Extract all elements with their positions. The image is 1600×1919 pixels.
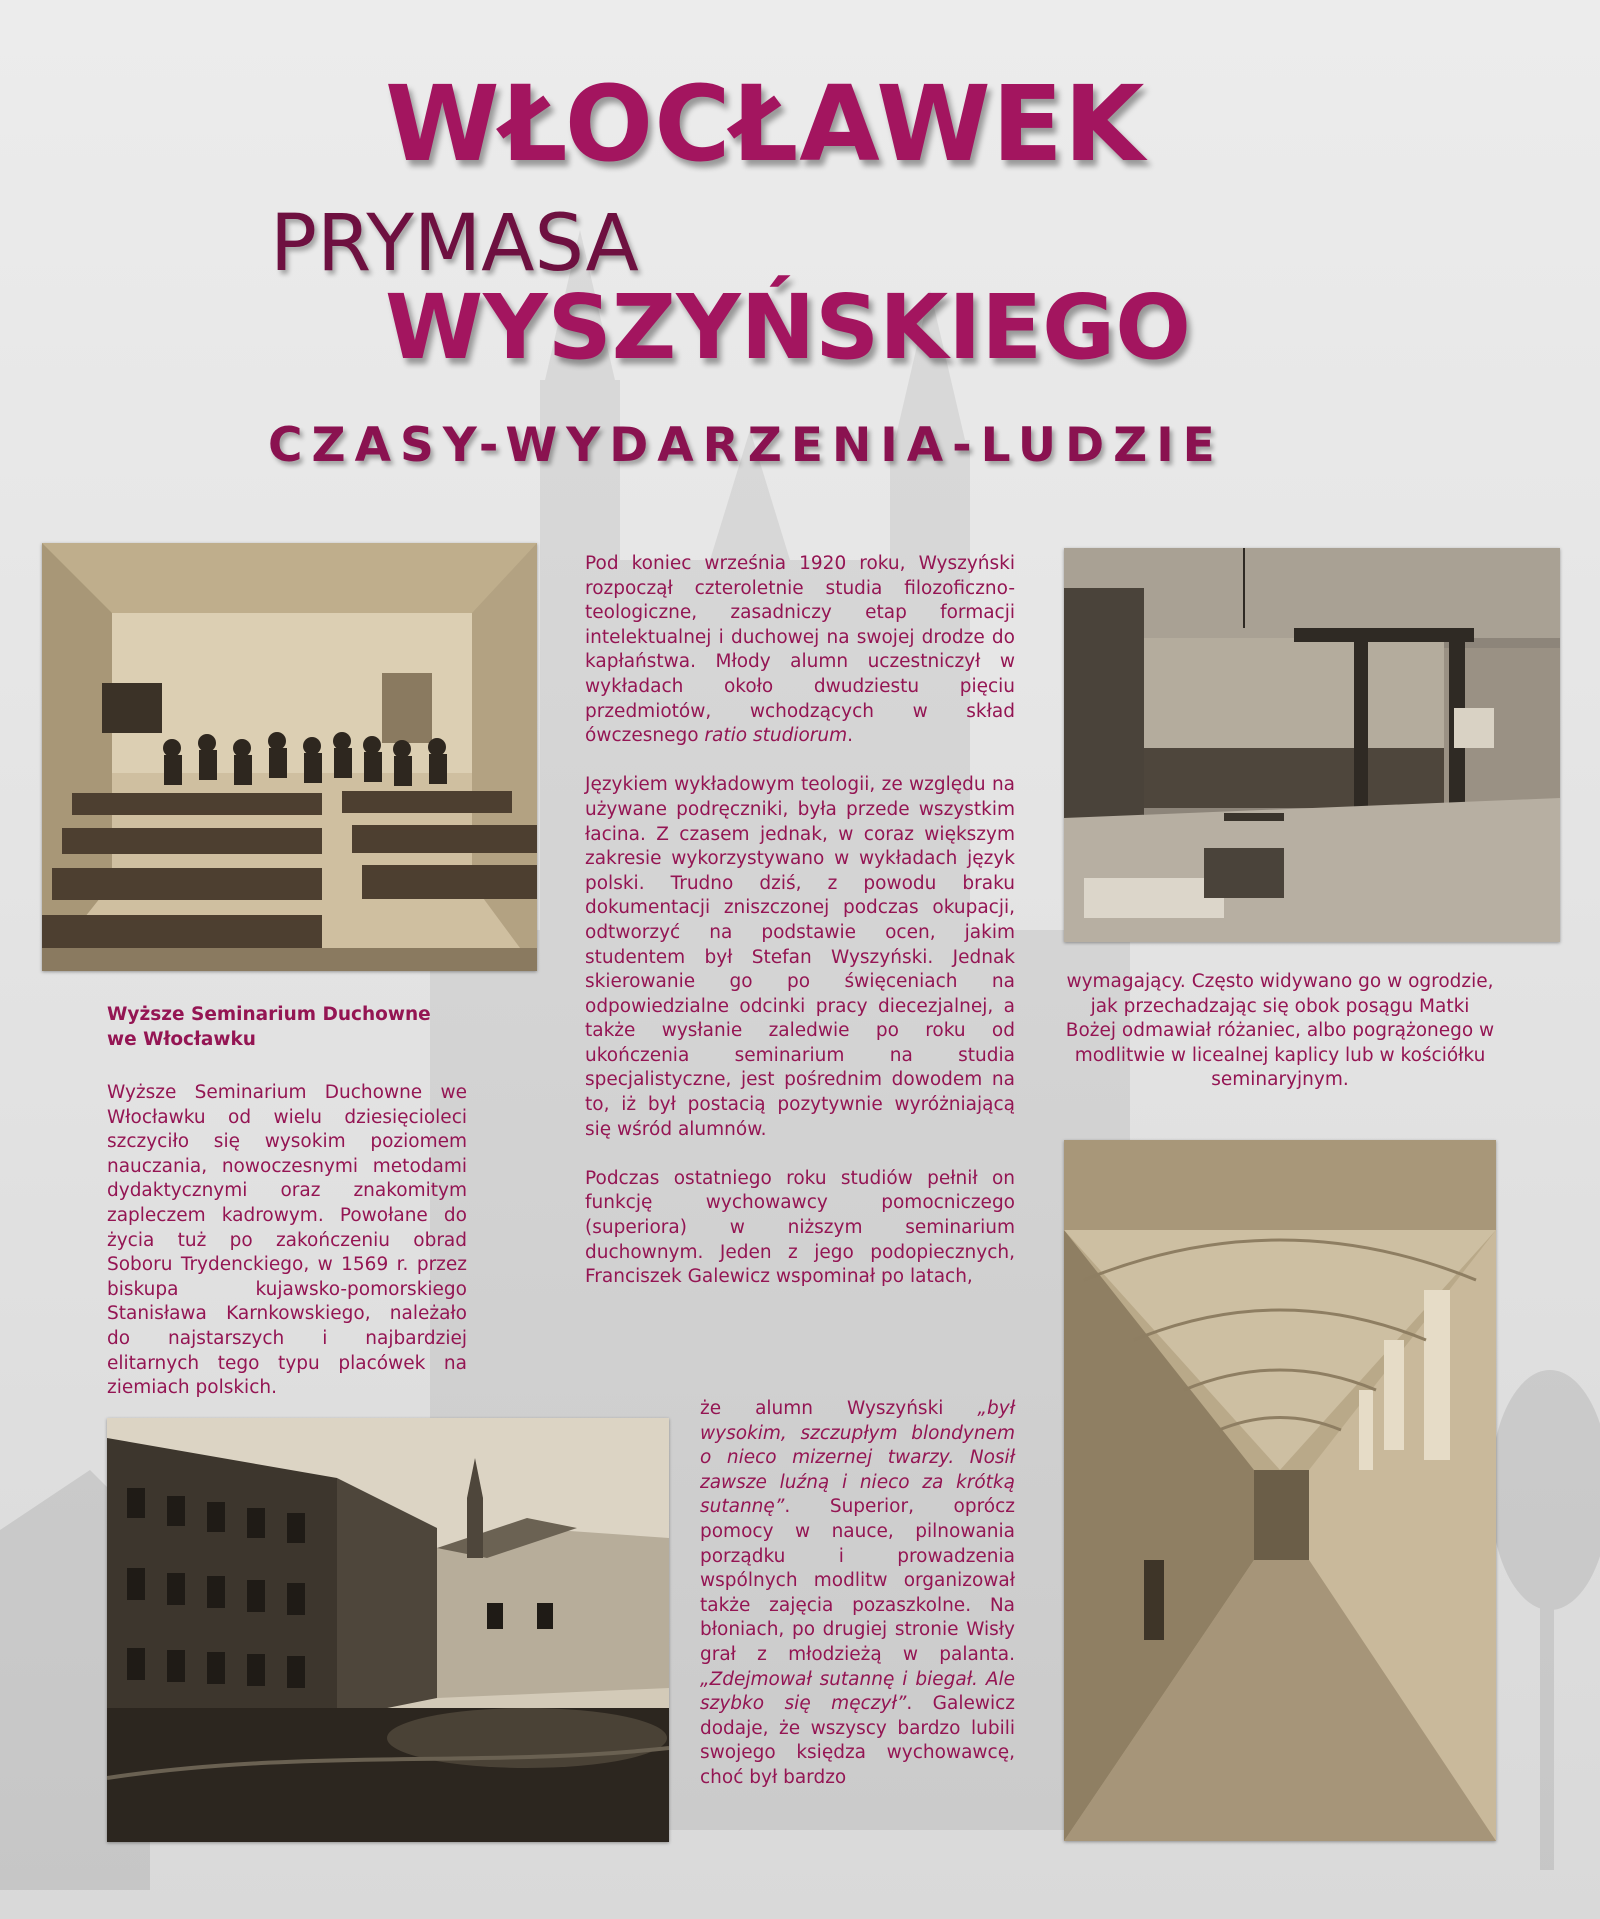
p4c-text: . Galewicz dodaje, że wszyscy bardzo lubili swojego księdza wychowawcę, choć był bardzo [700,1693,1016,1788]
p4a-text: że alumn Wyszyński [700,1398,944,1419]
title-line-prymasa: PRYMASA [270,199,639,289]
photo-seminary-building [107,1418,669,1842]
p4-quote2: „Zdejmował sutannę i biegał. Ale szybko się męczył” [700,1668,1015,1715]
middle-paragraph-1 [585,552,1015,749]
photo-classroom [42,543,537,971]
caption-heading-line2: we Włocławku [107,1028,256,1050]
p4-quote: „był wysokim, szczupłym blondynem o nieco mizernej twarzy. Nosił zawsze luźną i nieco za krótką sutannę” [700,1398,1015,1518]
subtitle: CZASY-WYDARZENIA-LUDZIE [268,418,1224,473]
p3-text: Podczas ostatniego roku studiów pełnił on funkcję wychowawcy pomocniczego (superiora) w niższym seminarium duchownym. Jeden z jego podopiecznych, Franciszek Galewicz wspominał po latach, [585,1167,1015,1288]
caption-heading [107,1003,467,1052]
p1-text: Pod koniec września 1920 roku, Wyszyński rozpoczął czteroletnie studia filozoficzno-teologiczne, zasadniczy etap formacji intelektualnej i duchowej na swojej drodze do kapłaństwa. Młody alumn uczestniczył w wykładach około dwudziestu pięciu przedmiotów, wchodzących w skład ówczesnego [585,553,1015,747]
middle-paragraph-3 [585,1167,1015,1290]
right-paragraph-text: wymagający. Często widywano go w ogrodzie, jak przechadzając się obok posągu Matki Bożej odmawiał różaniec, albo pogrążonego w modlitwie w licealnej kaplicy lub w kościółku seminaryjnym. [1065,971,1495,1091]
background-trees-silhouette [1480,1370,1600,1870]
middle-paragraph-2 [585,773,1015,1142]
title-line-wloclawek: WŁOCŁAWEK [385,63,1146,185]
title-block [0,0,1600,500]
p1-italic-term: ratio studiorum [704,725,848,747]
p2-text: Językiem wykładowym teologii, ze względu na używane podręczniki, była przede wszystkim łacina. Z czasem jednak, w coraz większym zakresie wykorzystywano w wykładach język polski. Trudno dziś, z powodu braku dokumentacji zniszczonej podczas okupacji, odtworzyć na podstawie ocen, jakim studentem był Stefan Wyszyński. Jednak skierowanie go po święceniach na odpowiedzialne odcinki pracy diecezjalnej, a także wysłanie zaledwie po roku od ukończenia seminarium na studia specjalistyczne, jest pośrednim dowodem na to, iż był postacią pozytywnie wyróżniającą się wśród alumnów. [585,774,1015,1140]
photo-corridor [1064,1140,1496,1841]
left-paragraph [107,1081,467,1401]
middle-column [585,552,1015,1290]
right-paragraph [1064,970,1496,1093]
photo-hall-interior [1064,548,1560,942]
left-paragraph-text: Wyższe Seminarium Duchowne we Włocławku od wielu dziesięcioleci szczyciło się wysokim poziomem nauczania, nowoczesnymi metodami dydaktycznymi oraz znakomitym zapleczem kadrowym. Powołane do życia tuż po zakończeniu obrad Soboru Trydenckiego, w 1569 r. przez biskupa kujawsko-pomorskiego Stanisława Karnkowskiego, należało do najstarszych i najbardziej elitarnych tego typu placówek na ziemiach polskich. [107,1082,467,1399]
middle-column-lower [700,1397,1015,1791]
p4b-text: . Superior, oprócz pomocy w nauce, pilnowania porządku i prowadzenia wspólnych modlitw organizował także zajęcia pozaszkolne. Na błoniach, po drugiej stronie Wisły grał z młodzieżą w palanta. [700,1496,1015,1665]
title-line-wyszynskiego: WYSZYŃSKIEGO [385,275,1191,379]
caption-heading-line1: Wyższe Seminarium Duchowne [107,1004,431,1025]
p1-end: . [847,725,854,747]
